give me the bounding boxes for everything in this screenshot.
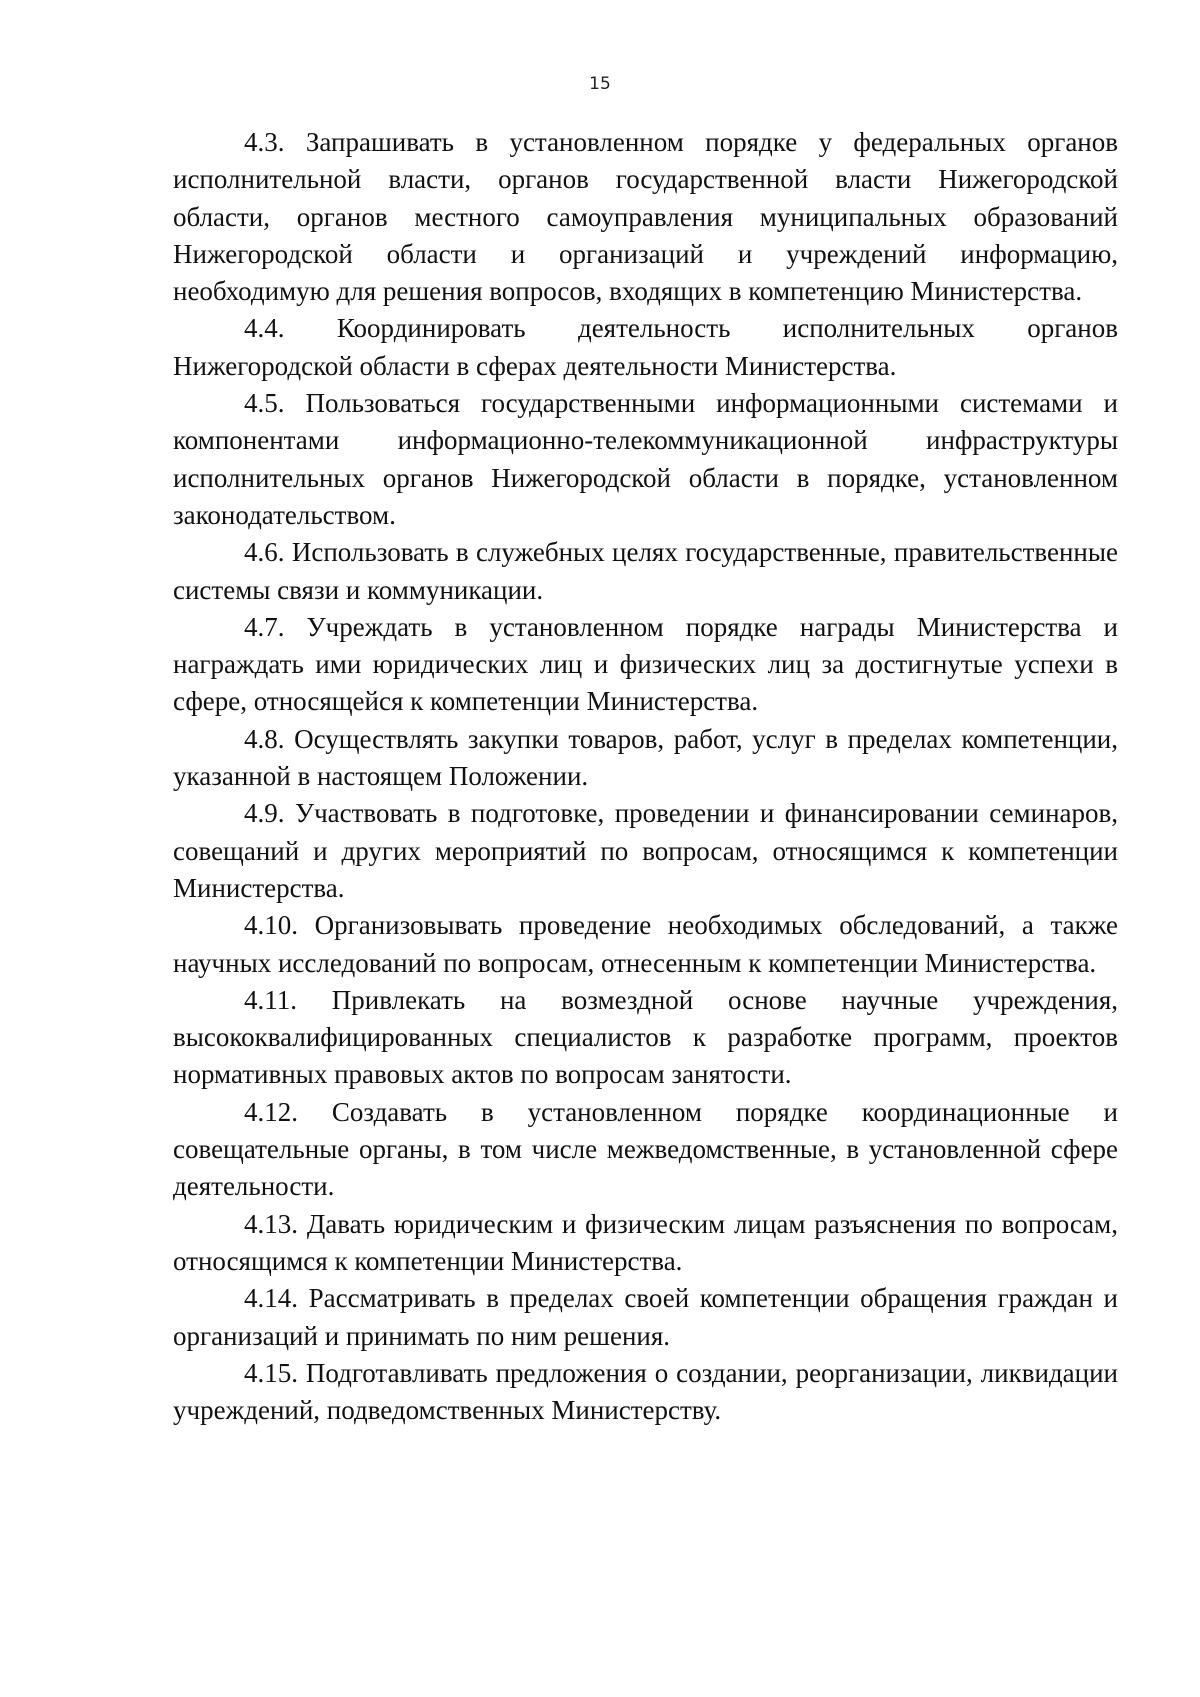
paragraph-4-5: 4.5. Пользоваться государственными информационными системами и компонентами информационно-телекоммуникационной инфраструктуры исполнительных органов Нижегородской области в порядке, установленном законодательством. (173, 388, 1118, 530)
paragraph-4-9: 4.9. Участвовать в подготовке, проведении и финансировании семинаров, совещаний и других мероприятий по вопросам, относящимся к компетенции Министерства. (173, 798, 1118, 903)
paragraph-4-8: 4.8. Осуществлять закупки товаров, работ, услуг в пределах компетенции, указанной в настоящем Положении. (173, 723, 1118, 792)
paragraph-4-3: 4.3. Запрашивать в установленном порядке у федеральных органов исполнительной власти, органов государственной власти Нижегородской области, органов местного самоуправления муниципальных образований Нижегородской области и организаций и учреждений информацию, необходимую для решения вопросов, входящих в компетенцию Министерства. (173, 127, 1118, 307)
paragraph-4-12: 4.12. Создавать в установленном порядке координационные и совещательные органы, в том числе межведомственные, в установленной сфере деятельности. (173, 1096, 1118, 1202)
paragraph-4-10: 4.10. Организовывать проведение необходимых обследований, а также научных исследований по вопросам, отнесенным к компетенции Министерства. (173, 910, 1118, 978)
paragraph-4-6: 4.6. Использовать в служебных целях государственные, правительственные системы связи и коммуникации. (173, 537, 1118, 605)
paragraph-4-14: 4.14. Рассматривать в пределах своей компетенции обращения граждан и организаций и принимать по ним решения. (173, 1283, 1118, 1351)
paragraph-4-7: 4.7. Учреждать в установленном порядке награды Министерства и награждать ими юридических лиц и физических лиц за достигнутые успехи в сфере, относящейся к компетенции Министерства. (173, 611, 1118, 717)
document-body (173, 124, 1118, 1429)
paragraph-4-4: 4.4. Координировать деятельность исполнительных органов Нижегородской области в сферах деятельности Министерства. (173, 313, 1118, 381)
page-number: 15 (589, 74, 611, 94)
paragraph-4-15: 4.15. Подготавливать предложения о создании, реорганизации, ликвидации учреждений, подведомственных Министерству. (173, 1357, 1118, 1426)
paragraph-4-11: 4.11. Привлекать на возмездной основе научные учреждения, высококвалифицированных специалистов к разработке программ, проектов нормативных правовых актов по вопросам занятости. (173, 984, 1118, 1090)
paragraph-4-13: 4.13. Давать юридическим и физическим лицам разъяснения по вопросам, относящимся к компетенции Министерства. (173, 1208, 1118, 1276)
